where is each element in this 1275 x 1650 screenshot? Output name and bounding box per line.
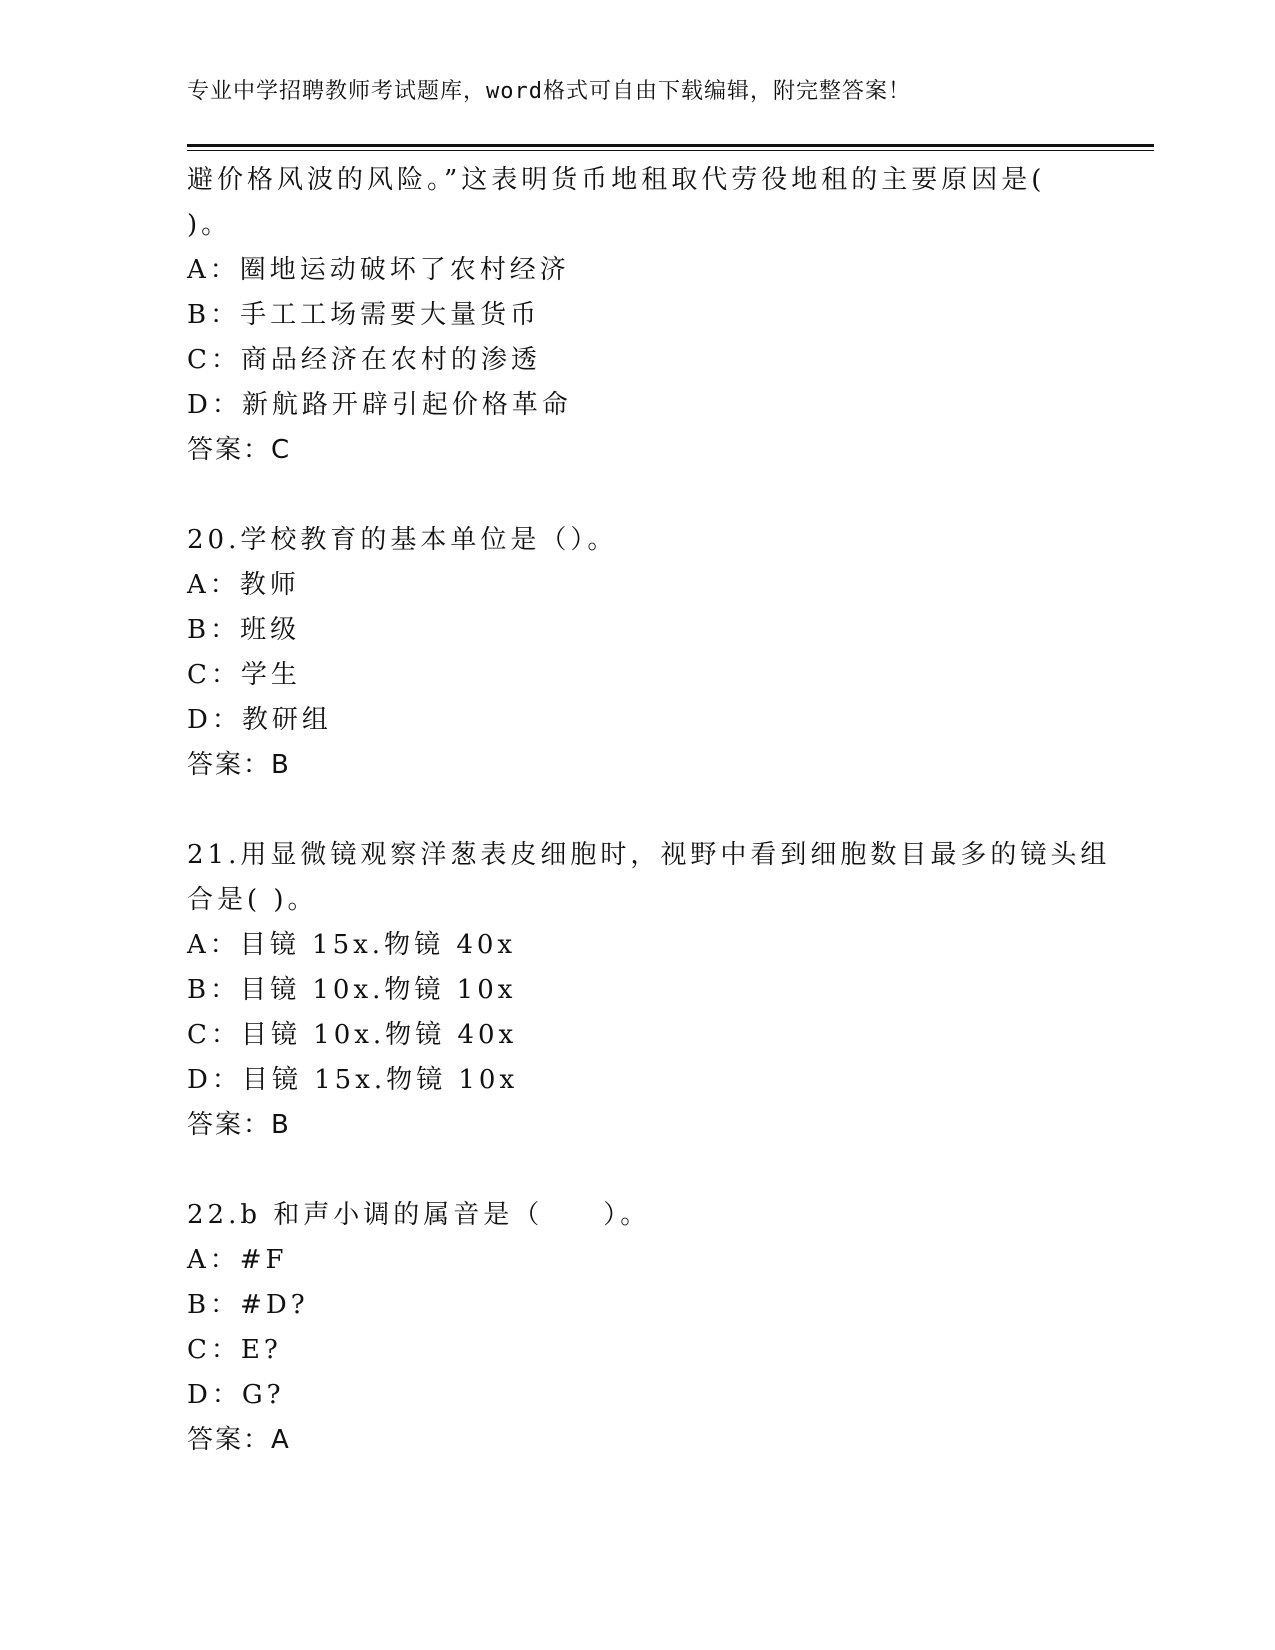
header-rule-thin — [187, 150, 1154, 151]
option-c: C：学生 — [187, 660, 301, 690]
question-stem: 22.b 和声小调的属音是（ ）。 — [187, 1200, 651, 1230]
spacer — [187, 788, 1087, 833]
option-d: D：新航路开辟引起价格革命 — [187, 390, 572, 420]
option-b: B：班级 — [187, 615, 301, 645]
spacer — [187, 1148, 1087, 1193]
answer: 答案：A — [187, 1425, 291, 1455]
question-21 — [187, 833, 1111, 1148]
question-19 — [187, 158, 1087, 473]
answer: 答案：B — [187, 1110, 291, 1140]
answer: 答案：B — [187, 750, 291, 780]
option-b: B：手工工场需要大量货币 — [187, 300, 541, 330]
option-b: B：目镜 10x.物镜 10x — [187, 975, 517, 1005]
option-a: A：目镜 15x.物镜 40x — [187, 930, 517, 960]
option-c: C：商品经济在农村的渗透 — [187, 345, 541, 375]
question-20 — [187, 518, 1087, 788]
option-b: B：#D? — [187, 1290, 309, 1320]
document-body — [187, 158, 1111, 1463]
option-a: A：圈地运动破坏了农村经济 — [187, 255, 570, 285]
page-header: 专业中学招聘教师考试题库，word格式可自由下载编辑，附完整答案！ — [187, 79, 911, 104]
option-c: C：E? — [187, 1335, 282, 1365]
option-d: D：G? — [187, 1380, 285, 1410]
question-stem: 20.学校教育的基本单位是（）。 — [187, 525, 618, 555]
option-d: D：教研组 — [187, 705, 332, 735]
option-d: D：目镜 15x.物镜 10x — [187, 1065, 519, 1095]
option-c: C：目镜 10x.物镜 40x — [187, 1020, 518, 1050]
question-22 — [187, 1193, 1087, 1463]
answer: 答案：C — [187, 435, 292, 465]
question-stem-cont: )。 — [187, 210, 232, 240]
header-rule-thick — [187, 144, 1154, 147]
spacer — [187, 473, 1087, 518]
option-a: A：#F — [187, 1245, 288, 1275]
question-stem: 避价格风波的风险。”这表明货币地租取代劳役地租的主要原因是( — [187, 165, 1046, 195]
option-a: A：教师 — [187, 570, 300, 600]
question-stem-cont: 合是( )。 — [187, 885, 318, 915]
question-stem: 21.用显微镜观察洋葱表皮细胞时，视野中看到细胞数目最多的镜头组 — [187, 840, 1111, 870]
